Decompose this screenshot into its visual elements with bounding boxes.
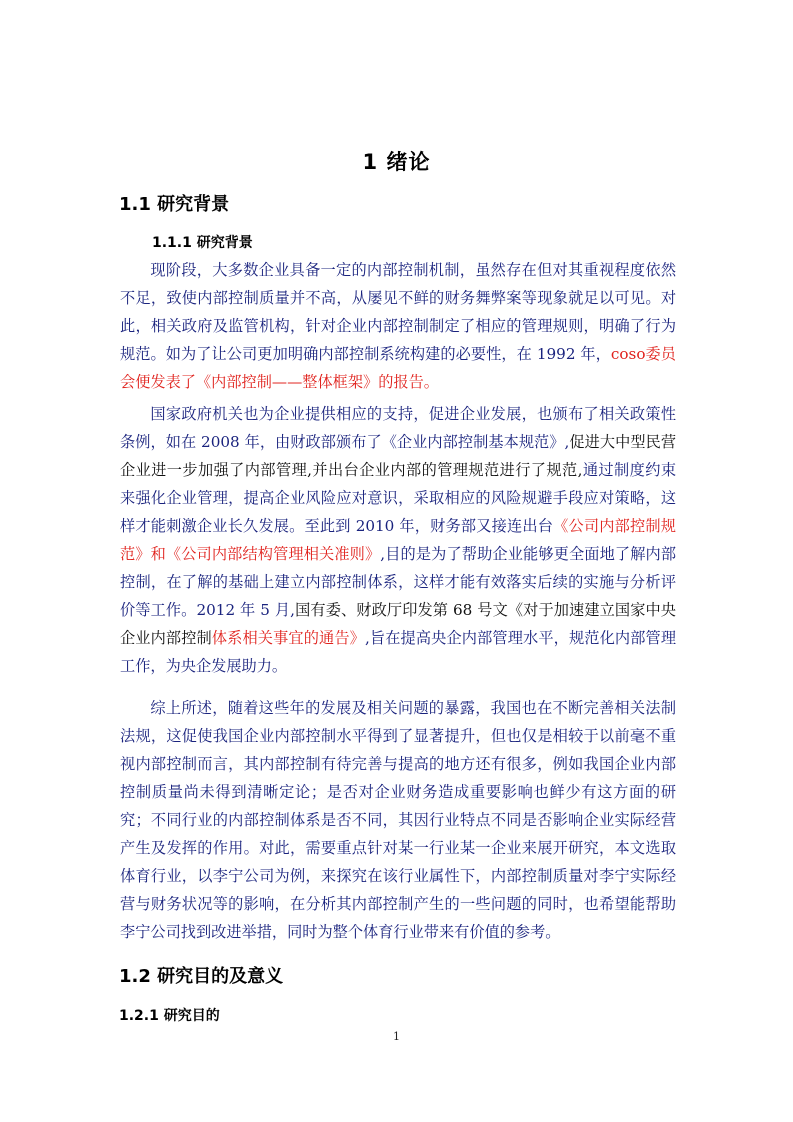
chapter-title: 1 绪论 [362,150,431,174]
para1-segment: coso委员会便发表了《内部控制——整体框架》的报告。 [120,345,676,391]
para1-segment: 现阶段，大多数企业具备一定的内部控制机制，虽然存在但对其重视程度依然不足，致使内部控制质量并不高，从屡见不鲜的财务舞弊案等现象就足以可见。对此，相关政府及监管机构，针对企业内部控制制定了相应的管理规则，明确了行为规范。如为了让公司更加明确内部控制系统构建的必要性，在 1992 年， [120,261,676,363]
para2-segment: ,目的是为了帮助企业能够更全面地了解内部控制，在了解的基础上建立内部控制体系，这样才能有效落实后续的实施与分析评价等工作。2012 年 5 月, [120,545,677,619]
subsection-heading-1-2-1: 1.2.1 研究目的 [119,1008,220,1024]
section-heading-1-2: 1.2 研究目的及意义 [119,966,284,987]
para2-segment: 通过制度约束来强化企业管理，提高企业风险应对意识，采取相应的风险规避手段应对策略，这样才能刺激企业长久发展。至此到 2010 年，财务部又接连出台 [120,461,677,535]
subsection-heading-1-1-1: 1.1.1 研究背景 [152,235,253,251]
para3-segment: 综上所述，随着这些年的发展及相关问题的暴露，我国也在不断完善相关法制法规，这促使我国企业内部控制水平得到了显著提升，但也仅是相较于以前毫不重视内部控制而言，其内部控制有待完善与提高的地方还有很多，例如我国企业内部控制质量尚未得到清晰定论；是否对企业财务造成重要影响也鲜少有这方面的研究；不同行业的内部控制体系是否不同，其因行业特点不同是否影响企业实际经营产生及发挥的作用。对此，需要重点针对某一行业某一企业来展开研究，本文选取体育行业，以李宁公司为例，来探究在该行业属性下，内部控制质量对李宁实际经营与财务状况等的影响，在分析其内部控制产生的一些问题的同时，也希望能帮助李宁公司找到改进举措，同时为整个体育行业带来有价值的参考。 [120,699,676,941]
para2-segment: ,旨在提高央企内部管理水平，规范化内部管理工作，为央企发展助力。 [120,629,677,675]
page-number: 1 [393,1030,400,1043]
para2-segment: 《公司内部控制规范》和《公司内部结构管理相关准则》 [120,517,676,563]
para2-segment: 体系相关事宜的通告》 [211,629,365,647]
section-heading-1-1: 1.1 研究背景 [119,194,230,215]
paragraph-2 [120,400,676,680]
para2-segment: 国家政府机关也为企业提供相应的支持，促进企业发展，也颁布了相关政策性条例，如在 2008 年，由财政部颁布了《企业内部控制基本规范》, [120,405,676,451]
paragraph-3 [120,694,676,946]
paragraph-1 [120,256,676,396]
para2-segment: 国有委、财政厅印发第 68 号文《对于加速建立国家中央企业内部控制 [120,601,676,647]
para2-segment: 促进大中型民营企业进一步加强了内部管理,并出台企业内部的管理规范进行了规范, [120,433,677,479]
